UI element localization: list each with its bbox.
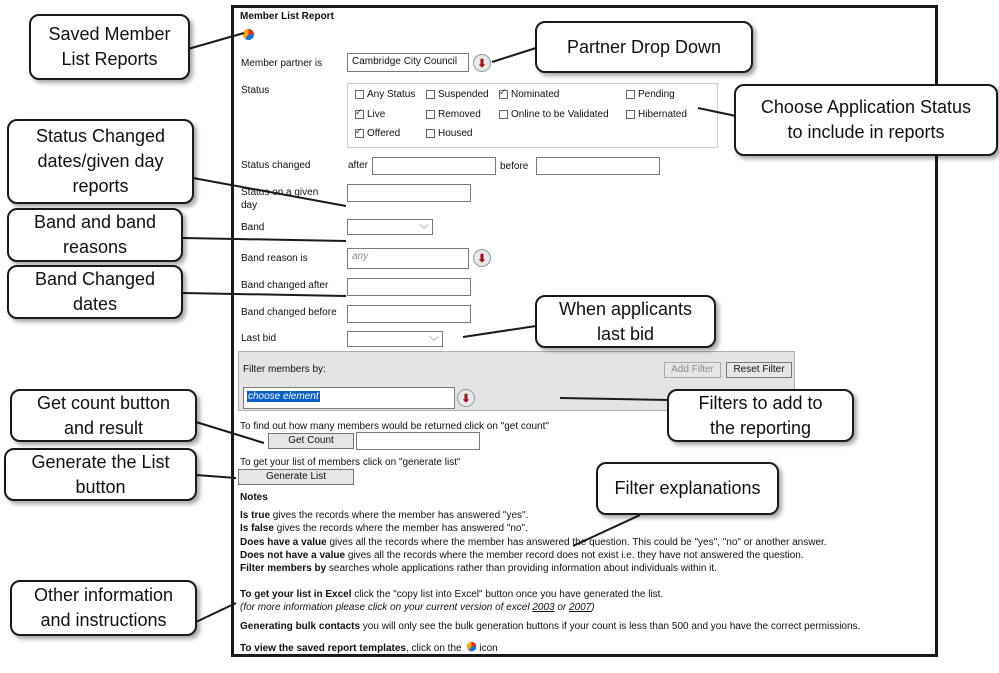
generate-list-button[interactable]: Generate List: [238, 469, 354, 485]
callout-filter-explanations: Filter explanations: [596, 462, 779, 515]
report-title: Member List Report: [240, 11, 334, 22]
status-option-label: Suspended: [438, 89, 489, 100]
status-option-label: Hibernated: [638, 109, 687, 120]
pointer-generate: [196, 475, 236, 478]
status-option-label: Any Status: [367, 89, 416, 100]
band-changed-before-label: Band changed before: [241, 307, 337, 318]
filter-label: Filter members by:: [243, 364, 326, 375]
chevron-down-icon: ﹀: [429, 337, 439, 348]
last-bid-label: Last bid: [241, 333, 277, 344]
chevron-down-icon: ﹀: [419, 225, 429, 236]
status-option-label: Nominated: [511, 89, 560, 100]
band-reason-input[interactable]: any: [347, 248, 469, 269]
status-option-label: Offered: [367, 128, 401, 139]
note-line: Does not have a value gives all the records where the member record does not exist i.e. they have not answered the question.: [240, 550, 804, 561]
status-option-label: Live: [367, 109, 386, 120]
callout-other-information: Other information and instructions: [10, 580, 197, 636]
callout-get-count: Get count button and result: [10, 389, 197, 442]
pointer-get-count: [196, 422, 264, 443]
pointer-partner: [492, 48, 536, 62]
after-label: after: [348, 160, 369, 171]
add-filter-button[interactable]: Add Filter: [664, 362, 721, 378]
excel-2007-link[interactable]: 2007: [569, 602, 592, 613]
status-option-label: Pending: [638, 89, 675, 100]
callout-status-changed: Status Changed dates/given day reports: [7, 119, 194, 204]
templates-note: To view the saved report templates, click on the icon: [240, 643, 498, 654]
band-label: Band: [241, 222, 265, 233]
status-option-label: Housed: [438, 128, 473, 139]
pointer-band-changed: [183, 293, 346, 296]
partner-label: Member partner is: [241, 58, 323, 69]
callout-band: Band and band reasons: [7, 208, 183, 262]
callout-partner-drop-down: Partner Drop Down: [535, 21, 753, 73]
note-line: Does have a value gives all the records where the member has answered the question. This could be "yes", "no" or another answer.: [240, 537, 827, 548]
get-count-button[interactable]: Get Count: [268, 433, 354, 449]
excel-2003-link[interactable]: 2003: [532, 602, 555, 613]
pointer-last-bid: [463, 326, 536, 337]
status-on-day-label: Status on a given day: [241, 187, 319, 211]
note-line: Is false gives the records where the member has answered "no".: [240, 523, 528, 534]
status-changed-label: Status changed: [241, 160, 311, 171]
pointer-filters: [560, 398, 668, 400]
pointer-status-changed: [193, 178, 346, 206]
callout-last-bid: When applicants last bid: [535, 295, 716, 348]
pointer-saved: [188, 33, 244, 49]
callout-band-changed: Band Changed dates: [7, 265, 183, 319]
callout-filters: Filters to add to the reporting: [667, 389, 854, 442]
pointer-app-status: [698, 108, 736, 116]
callout-application-status: Choose Application Status to include in reports: [734, 84, 998, 156]
partner-input[interactable]: Cambridge City Council: [347, 53, 469, 72]
band-reason-label: Band reason is: [241, 253, 308, 264]
status-label: Status: [241, 85, 270, 96]
notes-title: Notes: [240, 492, 268, 503]
pointer-other: [196, 603, 236, 622]
excel-more-note: (for more information please click on your current version of excel 2003 or 2007): [240, 602, 595, 613]
down-arrow-icon: ⬇: [477, 252, 487, 265]
down-arrow-icon: ⬇: [477, 57, 487, 70]
callout-generate-list: Generate the List button: [4, 448, 197, 501]
excel-note: To get your list in Excel click the "copy list into Excel" button once you have generated the list.: [240, 589, 664, 600]
reset-filter-button[interactable]: Reset Filter: [726, 362, 792, 378]
status-option-label: Removed: [438, 109, 481, 120]
down-arrow-icon: ⬇: [461, 392, 471, 405]
note-line: Filter members by searches whole applications rather than providing information about individuals within it.: [240, 563, 717, 574]
list-hint: To get your list of members click on "generate list": [240, 457, 461, 468]
band-changed-after-label: Band changed after: [241, 280, 329, 291]
count-hint: To find out how many members would be returned click on "get count": [240, 421, 549, 432]
note-line: Is true gives the records where the member has answered "yes".: [240, 510, 529, 521]
before-label: before: [500, 161, 529, 172]
pointer-filter-explain: [573, 515, 640, 546]
callout-saved-reports: Saved Member List Reports: [29, 14, 190, 80]
filter-element-value: choose element: [248, 391, 319, 402]
bulk-note: Generating bulk contacts you will only see the bulk generation buttons if your count is less than 500 and you have the correct permissions.: [240, 621, 861, 632]
status-option-label: Online to be Validated: [511, 109, 609, 120]
pointer-band: [183, 238, 346, 241]
